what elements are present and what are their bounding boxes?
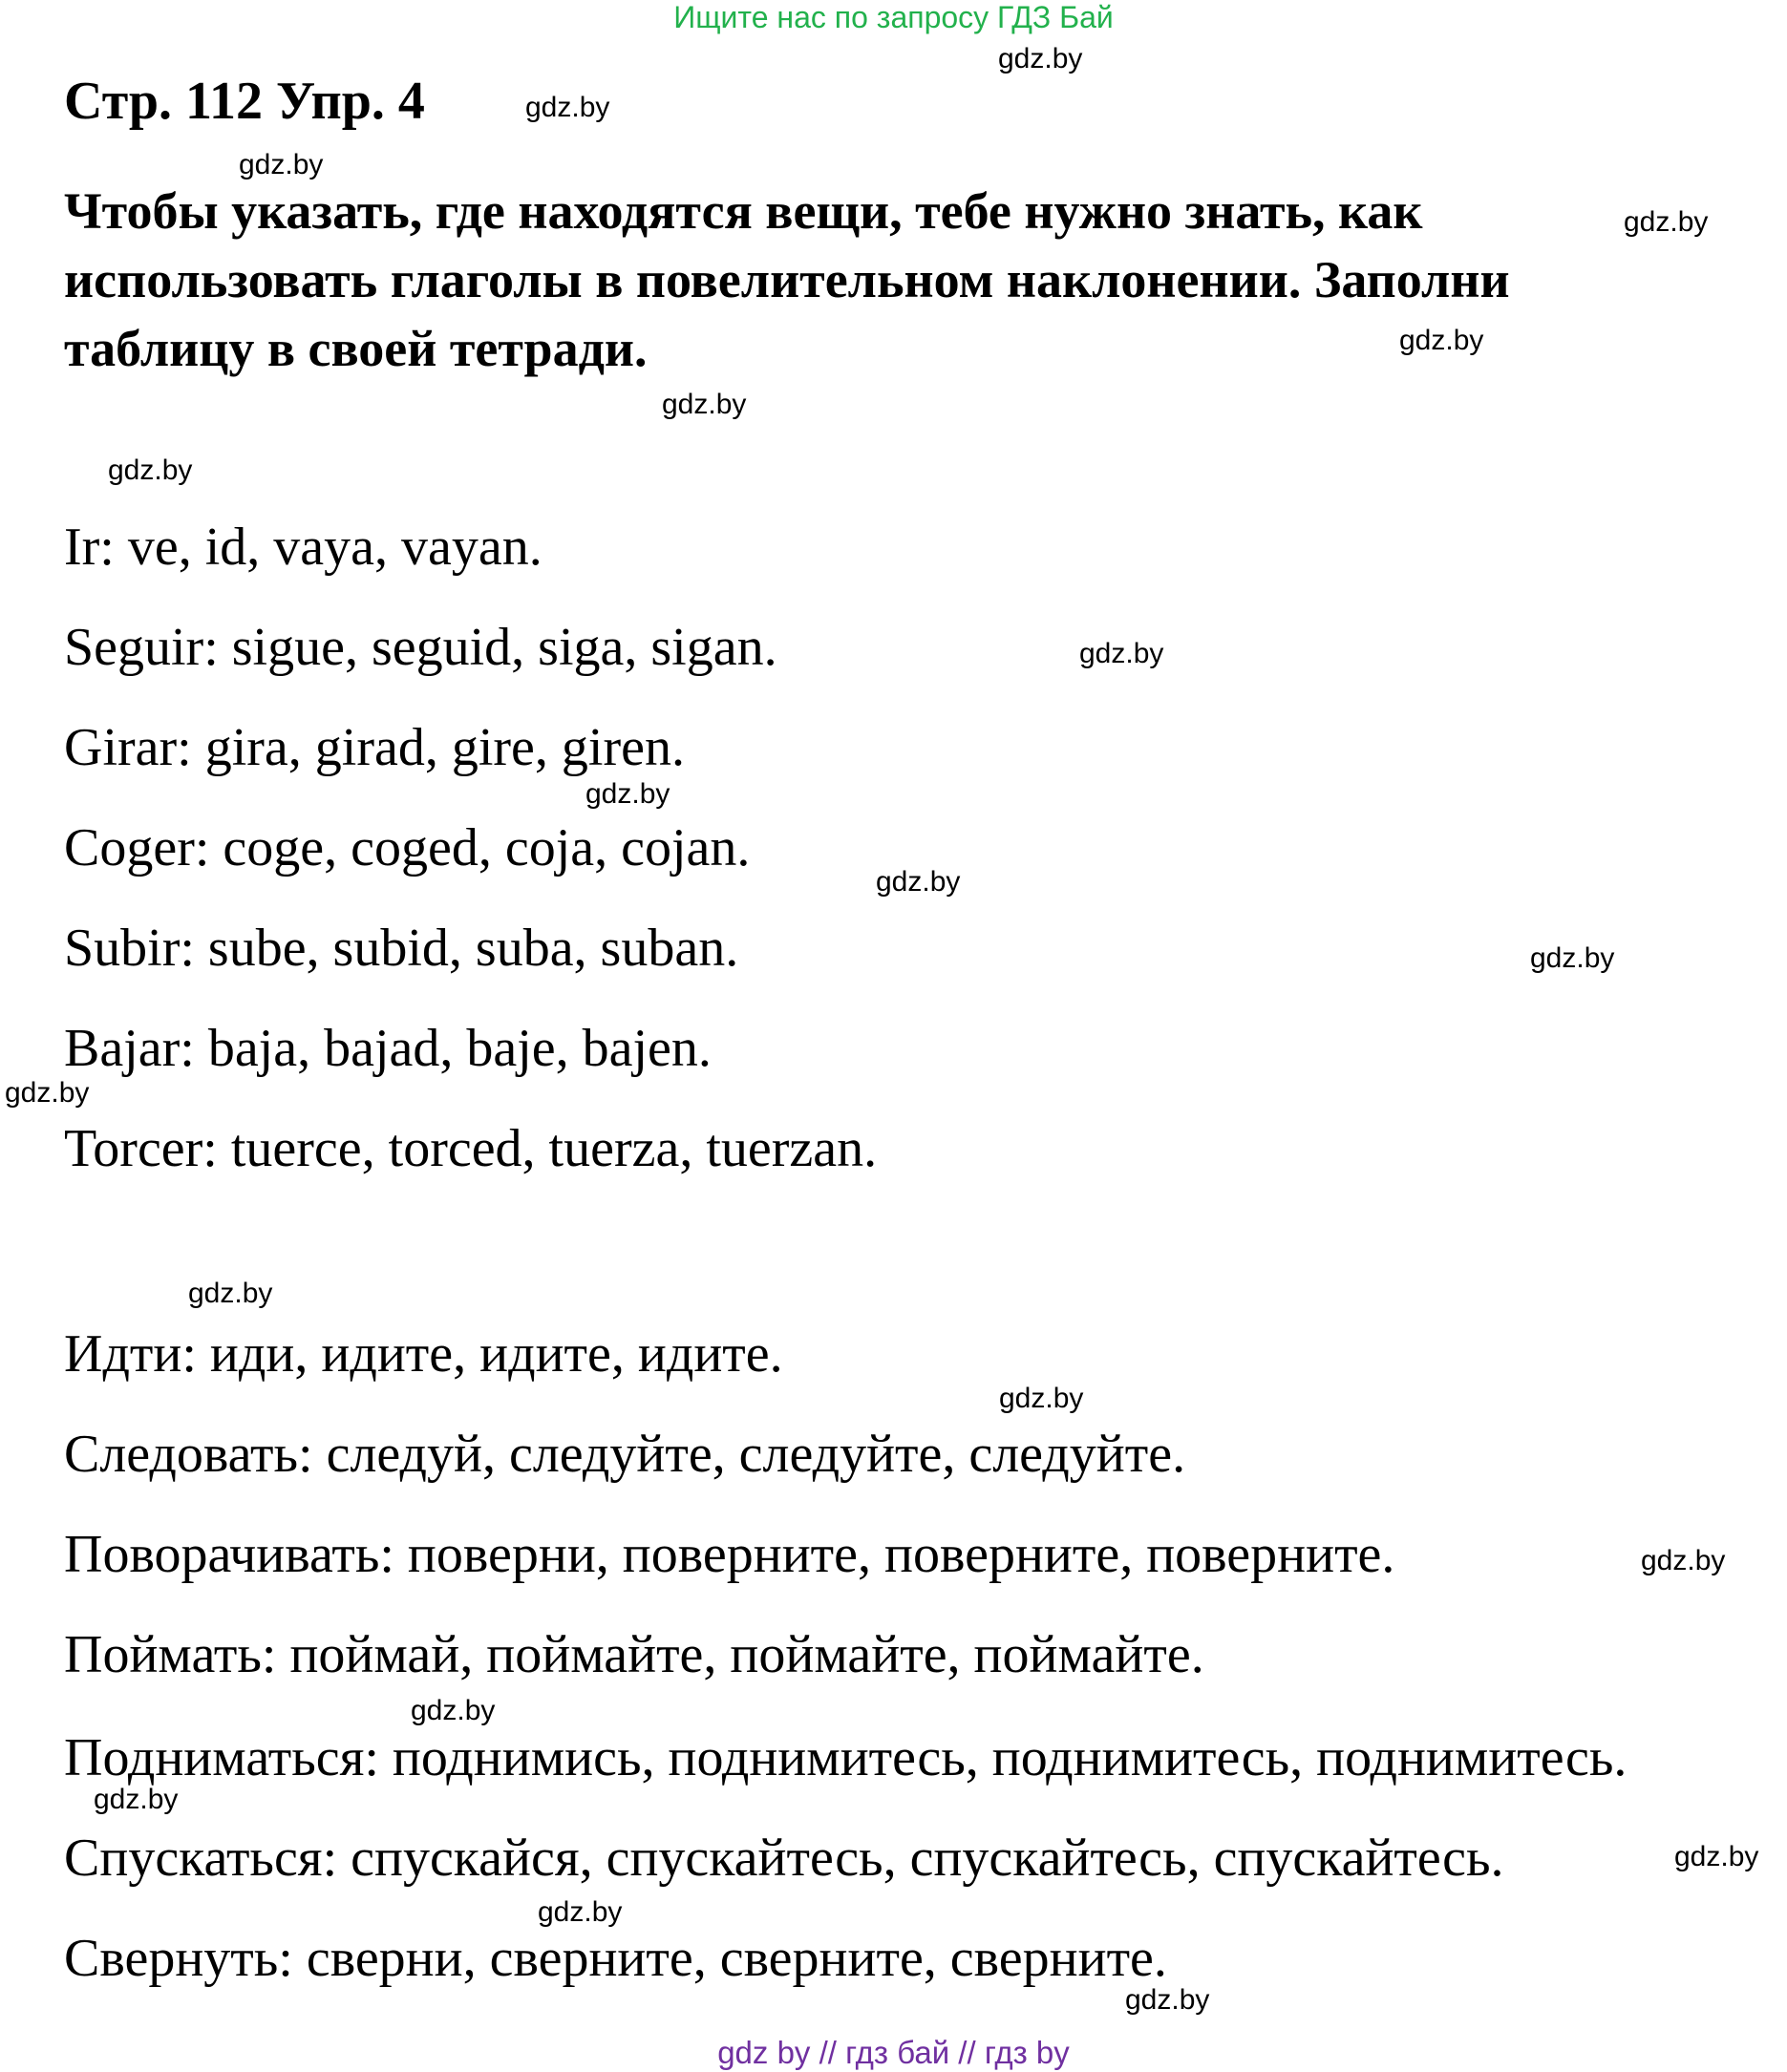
answer-line-ir: Ir: ve, id, vaya, vayan.: [64, 518, 542, 577]
answer-line-spuskatsya: Спускаться: спускайся, спускайтесь, спускайтесь, спускайтесь.: [64, 1829, 1504, 1888]
watermark: gdz.by: [1399, 325, 1484, 356]
watermark: gdz.by: [188, 1278, 273, 1309]
watermark: gdz.by: [1674, 1841, 1759, 1872]
top-banner-link[interactable]: Ищите нас по запросу ГДЗ Бай: [673, 0, 1114, 34]
watermark: gdz.by: [94, 1784, 179, 1815]
watermark: gdz.by: [108, 455, 193, 486]
answer-line-girar: Girar: gira, girad, gire, giren.: [64, 718, 685, 777]
footer-links[interactable]: gdz by // гдз бай // гдз by: [717, 2035, 1070, 2070]
watermark: gdz.by: [1624, 206, 1709, 238]
page-heading: Стр. 112 Упр. 4: [64, 72, 425, 131]
watermark: gdz.by: [1125, 1984, 1210, 2016]
answer-line-svernut: Свернуть: сверни, сверните, сверните, сверните.: [64, 1929, 1167, 1988]
watermark: gdz.by: [998, 43, 1083, 74]
watermark: gdz.by: [1079, 638, 1164, 669]
task-line: использовать глаголы в повелительном наклонении. Заполни: [64, 251, 1510, 308]
answer-line-podnimatsya: Подниматься: поднимись, поднимитесь, поднимитесь, поднимитесь.: [64, 1728, 1627, 1787]
answer-line-bajar: Bajar: baja, bajad, baje, bajen.: [64, 1019, 712, 1078]
answer-line-seguir: Seguir: sigue, seguid, siga, sigan.: [64, 618, 777, 677]
answer-line-poimat: Поймать: поймай, поймайте, поймайте, поймайте.: [64, 1625, 1204, 1684]
answer-line-sledovat: Следовать: следуй, следуйте, следуйте, следуйте.: [64, 1425, 1186, 1484]
answer-line-coger: Coger: coge, coged, coja, cojan.: [64, 818, 751, 877]
watermark: gdz.by: [999, 1383, 1084, 1414]
answer-line-subir: Subir: sube, subid, suba, suban.: [64, 919, 739, 978]
watermark: gdz.by: [662, 389, 747, 420]
watermark: gdz.by: [411, 1695, 496, 1726]
watermark: gdz.by: [585, 778, 670, 810]
answer-line-idti: Идти: иди, идите, идите, идите.: [64, 1324, 783, 1384]
watermark: gdz.by: [538, 1896, 623, 1928]
task-line: таблицу в своей тетради.: [64, 320, 648, 377]
watermark: gdz.by: [1641, 1545, 1726, 1576]
answer-line-povorachivat: Поворачивать: поверни, поверните, поверните, поверните.: [64, 1525, 1395, 1584]
watermark: gdz.by: [525, 92, 610, 123]
task-line: Чтобы указать, где находятся вещи, тебе нужно знать, как: [64, 182, 1423, 240]
watermark: gdz.by: [239, 149, 324, 180]
watermark: gdz.by: [876, 866, 961, 898]
watermark: gdz.by: [5, 1077, 90, 1109]
answer-line-torcer: Torcer: tuerce, torced, tuerza, tuerzan.: [64, 1119, 878, 1178]
watermark: gdz.by: [1530, 942, 1615, 974]
